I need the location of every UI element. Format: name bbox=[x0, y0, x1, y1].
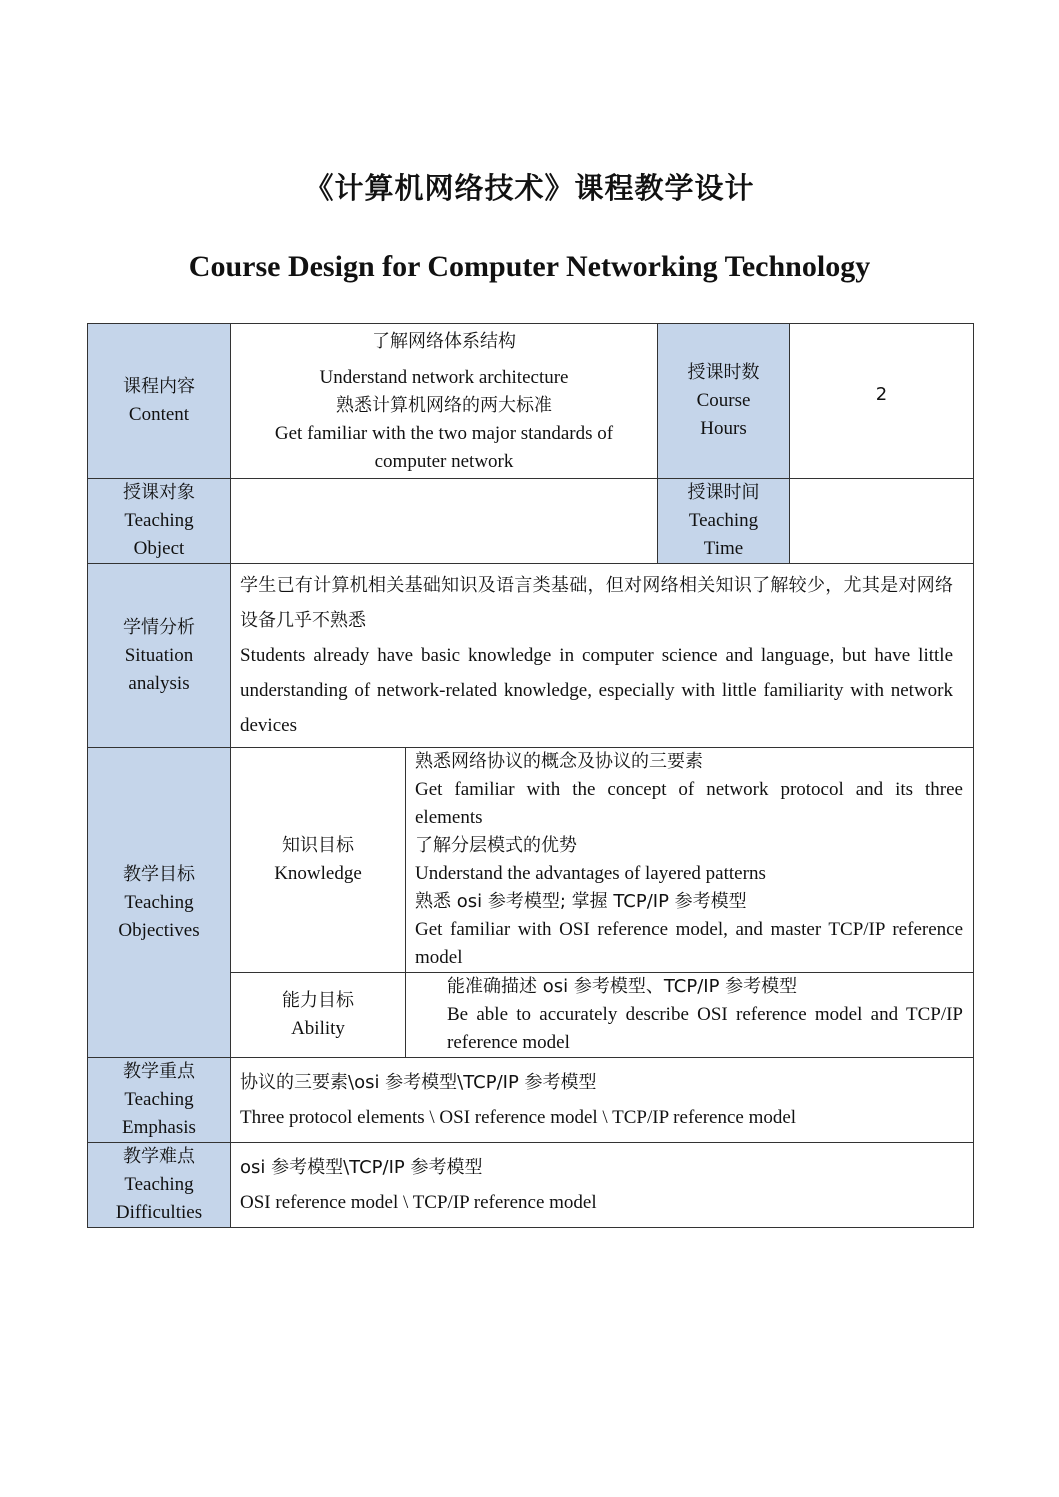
situation-label-en: Situation bbox=[124, 644, 194, 666]
emphasis-label-cell bbox=[88, 1058, 231, 1143]
row-emphasis bbox=[88, 1058, 974, 1143]
emphasis-text-en: Three protocol elements \ OSI reference model \ TCP/IP reference model bbox=[240, 1107, 797, 1128]
situation-label-cell bbox=[88, 564, 231, 748]
difficulties-label-en: Difficulties bbox=[115, 1202, 203, 1223]
content-line: Understand network architecture bbox=[319, 367, 569, 388]
ability-label-cn: 能力目标 bbox=[282, 990, 354, 1011]
knowledge-line: 熟悉网络协议的概念及协议的三要素 bbox=[415, 751, 703, 772]
emphasis-label-en: Teaching bbox=[124, 1089, 194, 1110]
row-object-time bbox=[88, 479, 974, 564]
teaching-object-label-en: Object bbox=[133, 538, 185, 559]
teaching-object-label-cn: 授课对象 bbox=[123, 482, 195, 503]
course-hours-label-en: Hours bbox=[700, 418, 747, 439]
content-value-cell bbox=[231, 324, 658, 479]
ability-label-cell bbox=[231, 973, 406, 1058]
objectives-label-cn: 教学目标 bbox=[123, 863, 195, 885]
teaching-object-value-cell bbox=[231, 479, 658, 564]
knowledge-value-cell bbox=[406, 748, 974, 973]
emphasis-value-cell bbox=[231, 1058, 974, 1143]
knowledge-line: Get familiar with the concept of network protocol and its three elements bbox=[415, 779, 963, 828]
content-label-cell bbox=[88, 324, 231, 479]
content-line: Get familiar with the two major standards of bbox=[274, 423, 614, 444]
situation-text-en: Students already have basic knowledge in computer science and language, but have little understanding of network-related knowledge, especially with little familiarity with network devices bbox=[240, 645, 953, 736]
ability-line: Be able to accurately describe OSI reference model and TCP/IP reference model bbox=[447, 1004, 963, 1053]
difficulties-label-cn: 教学难点 bbox=[123, 1146, 195, 1167]
knowledge-line: Understand the advantages of layered patterns bbox=[415, 863, 766, 884]
ability-value-cell bbox=[406, 973, 974, 1058]
content-line: 了解网络体系结构 bbox=[372, 331, 516, 352]
content-line: computer network bbox=[374, 451, 514, 472]
knowledge-line: 了解分层模式的优势 bbox=[415, 835, 577, 856]
objectives-label-en: Teaching bbox=[124, 891, 194, 913]
course-design-table bbox=[87, 323, 974, 1228]
row-difficulties bbox=[88, 1143, 974, 1228]
content-label-en: Content bbox=[128, 404, 190, 425]
teaching-time-label-en: Teaching bbox=[688, 510, 759, 531]
emphasis-text-cn: 协议的三要素\osi 参考模型\TCP/IP 参考模型 bbox=[240, 1072, 597, 1093]
course-hours-label-en: Course bbox=[696, 390, 751, 411]
content-line: 熟悉计算机网络的两大标准 bbox=[336, 395, 552, 416]
page-title-en: Course Design for Computer Networking Technology bbox=[188, 250, 871, 283]
row-situation bbox=[88, 564, 974, 748]
difficulties-text-cn: osi 参考模型\TCP/IP 参考模型 bbox=[240, 1157, 483, 1178]
emphasis-label-en: Emphasis bbox=[122, 1117, 196, 1138]
difficulties-value-cell bbox=[231, 1143, 974, 1228]
course-hours-label-cell bbox=[658, 324, 790, 479]
ability-label-en: Ability bbox=[291, 1018, 345, 1039]
situation-value-cell bbox=[231, 564, 974, 748]
difficulties-label-en: Teaching bbox=[124, 1174, 194, 1195]
difficulties-text-en: OSI reference model \ TCP/IP reference model bbox=[240, 1192, 597, 1213]
objectives-label-cell bbox=[88, 748, 231, 1058]
ability-line: 能准确描述 osi 参考模型、TCP/IP 参考模型 bbox=[447, 976, 798, 997]
emphasis-label-cn: 教学重点 bbox=[123, 1061, 195, 1082]
knowledge-label-cell bbox=[231, 748, 406, 973]
row-content bbox=[88, 324, 974, 479]
situation-label-en: analysis bbox=[128, 672, 190, 694]
teaching-object-label-en: Teaching bbox=[124, 510, 194, 531]
knowledge-label-cn: 知识目标 bbox=[282, 835, 354, 856]
knowledge-line: 熟悉 osi 参考模型; 掌握 TCP/IP 参考模型 bbox=[415, 891, 747, 912]
objectives-label-en: Objectives bbox=[118, 919, 200, 941]
knowledge-label-en: Knowledge bbox=[274, 863, 362, 884]
row-objectives-knowledge bbox=[88, 748, 974, 973]
situation-label-cn: 学情分析 bbox=[123, 616, 195, 638]
teaching-time-label-cell bbox=[658, 479, 790, 564]
difficulties-label-cell bbox=[88, 1143, 231, 1228]
page-title-cn: 《计算机网络技术》课程教学设计 bbox=[304, 171, 755, 205]
course-hours-value-cell bbox=[790, 324, 974, 479]
teaching-object-label-cell bbox=[88, 479, 231, 564]
teaching-time-value-cell bbox=[790, 479, 974, 564]
knowledge-line: Get familiar with OSI reference model, and master TCP/IP reference model bbox=[415, 919, 963, 968]
course-hours-label-cn: 授课时数 bbox=[687, 362, 760, 383]
teaching-time-label-cn: 授课时间 bbox=[687, 482, 760, 503]
course-hours-value: 2 bbox=[875, 384, 888, 405]
situation-text-cn: 学生已有计算机相关基础知识及语言类基础，但对网络相关知识了解较少，尤其是对网络设备几乎不熟悉 bbox=[240, 575, 953, 631]
teaching-time-label-en: Time bbox=[703, 538, 744, 559]
content-label-cn: 课程内容 bbox=[123, 376, 195, 397]
